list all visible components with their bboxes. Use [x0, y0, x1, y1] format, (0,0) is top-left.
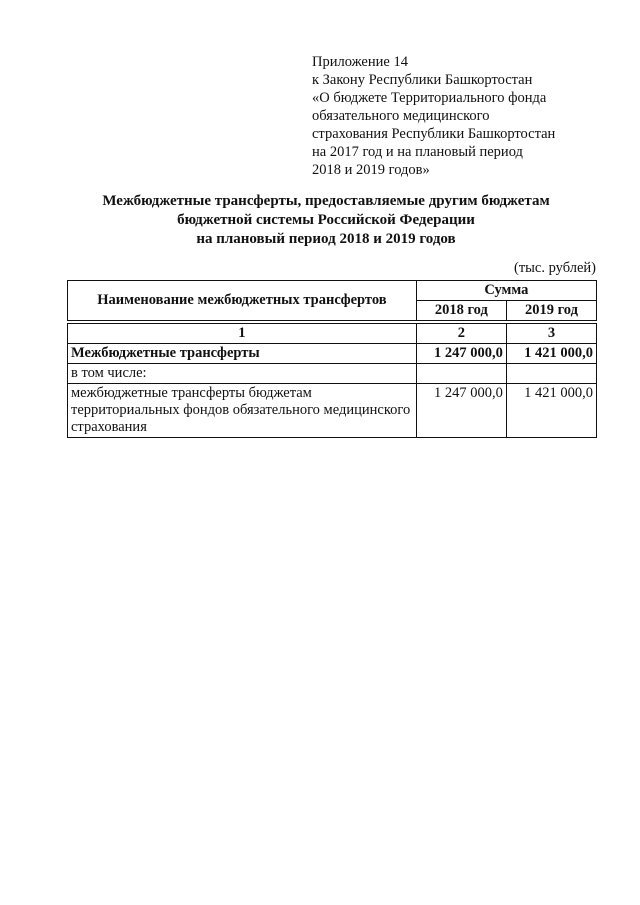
title-line: бюджетной системы Российской Федерации — [177, 212, 475, 228]
transfers-table — [67, 280, 597, 438]
numbering-row — [68, 324, 597, 344]
appendix-line: к Закону Республики Башкортостан — [312, 72, 533, 88]
header-year-2018: 2018 год — [416, 301, 506, 321]
header-year-2019: 2019 год — [506, 301, 596, 321]
appendix-line: 2018 и 2019 годов» — [312, 162, 430, 178]
appendix-block — [312, 53, 632, 179]
title-line: на плановый период 2018 и 2019 годов — [196, 231, 456, 247]
appendix-line: Приложение 14 — [312, 54, 408, 70]
row-value-2018 — [416, 364, 506, 384]
appendix-line: обязательного медицинского — [312, 108, 490, 124]
header-sum: Сумма — [416, 281, 596, 301]
units-label: (тыс. рублей) — [514, 260, 596, 276]
table-row — [68, 344, 597, 364]
row-value-2018: 1 247 000,0 — [416, 384, 506, 438]
row-name: межбюджетные трансферты бюджетам территориальных фондов обязательного медицинского страхования — [68, 384, 417, 438]
column-number: 2 — [416, 324, 506, 344]
appendix-line: «О бюджете Территориального фонда — [312, 90, 547, 106]
row-name: в том числе: — [68, 364, 417, 384]
appendix-line: страхования Республики Башкортостан — [312, 126, 556, 142]
document-title — [60, 192, 592, 249]
column-number: 1 — [68, 324, 417, 344]
table-row — [68, 384, 597, 438]
appendix-line: на 2017 год и на плановый период — [312, 144, 523, 160]
row-value-2019: 1 421 000,0 — [506, 384, 596, 438]
row-value-2018: 1 247 000,0 — [416, 344, 506, 364]
row-value-2019: 1 421 000,0 — [506, 344, 596, 364]
table-row — [68, 364, 597, 384]
column-number: 3 — [506, 324, 596, 344]
row-value-2019 — [506, 364, 596, 384]
header-name: Наименование межбюджетных трансфертов — [68, 281, 417, 321]
row-name: Межбюджетные трансферты — [68, 344, 417, 364]
title-line: Межбюджетные трансферты, предоставляемые другим бюджетам — [102, 193, 550, 209]
table-header-row — [68, 281, 597, 301]
